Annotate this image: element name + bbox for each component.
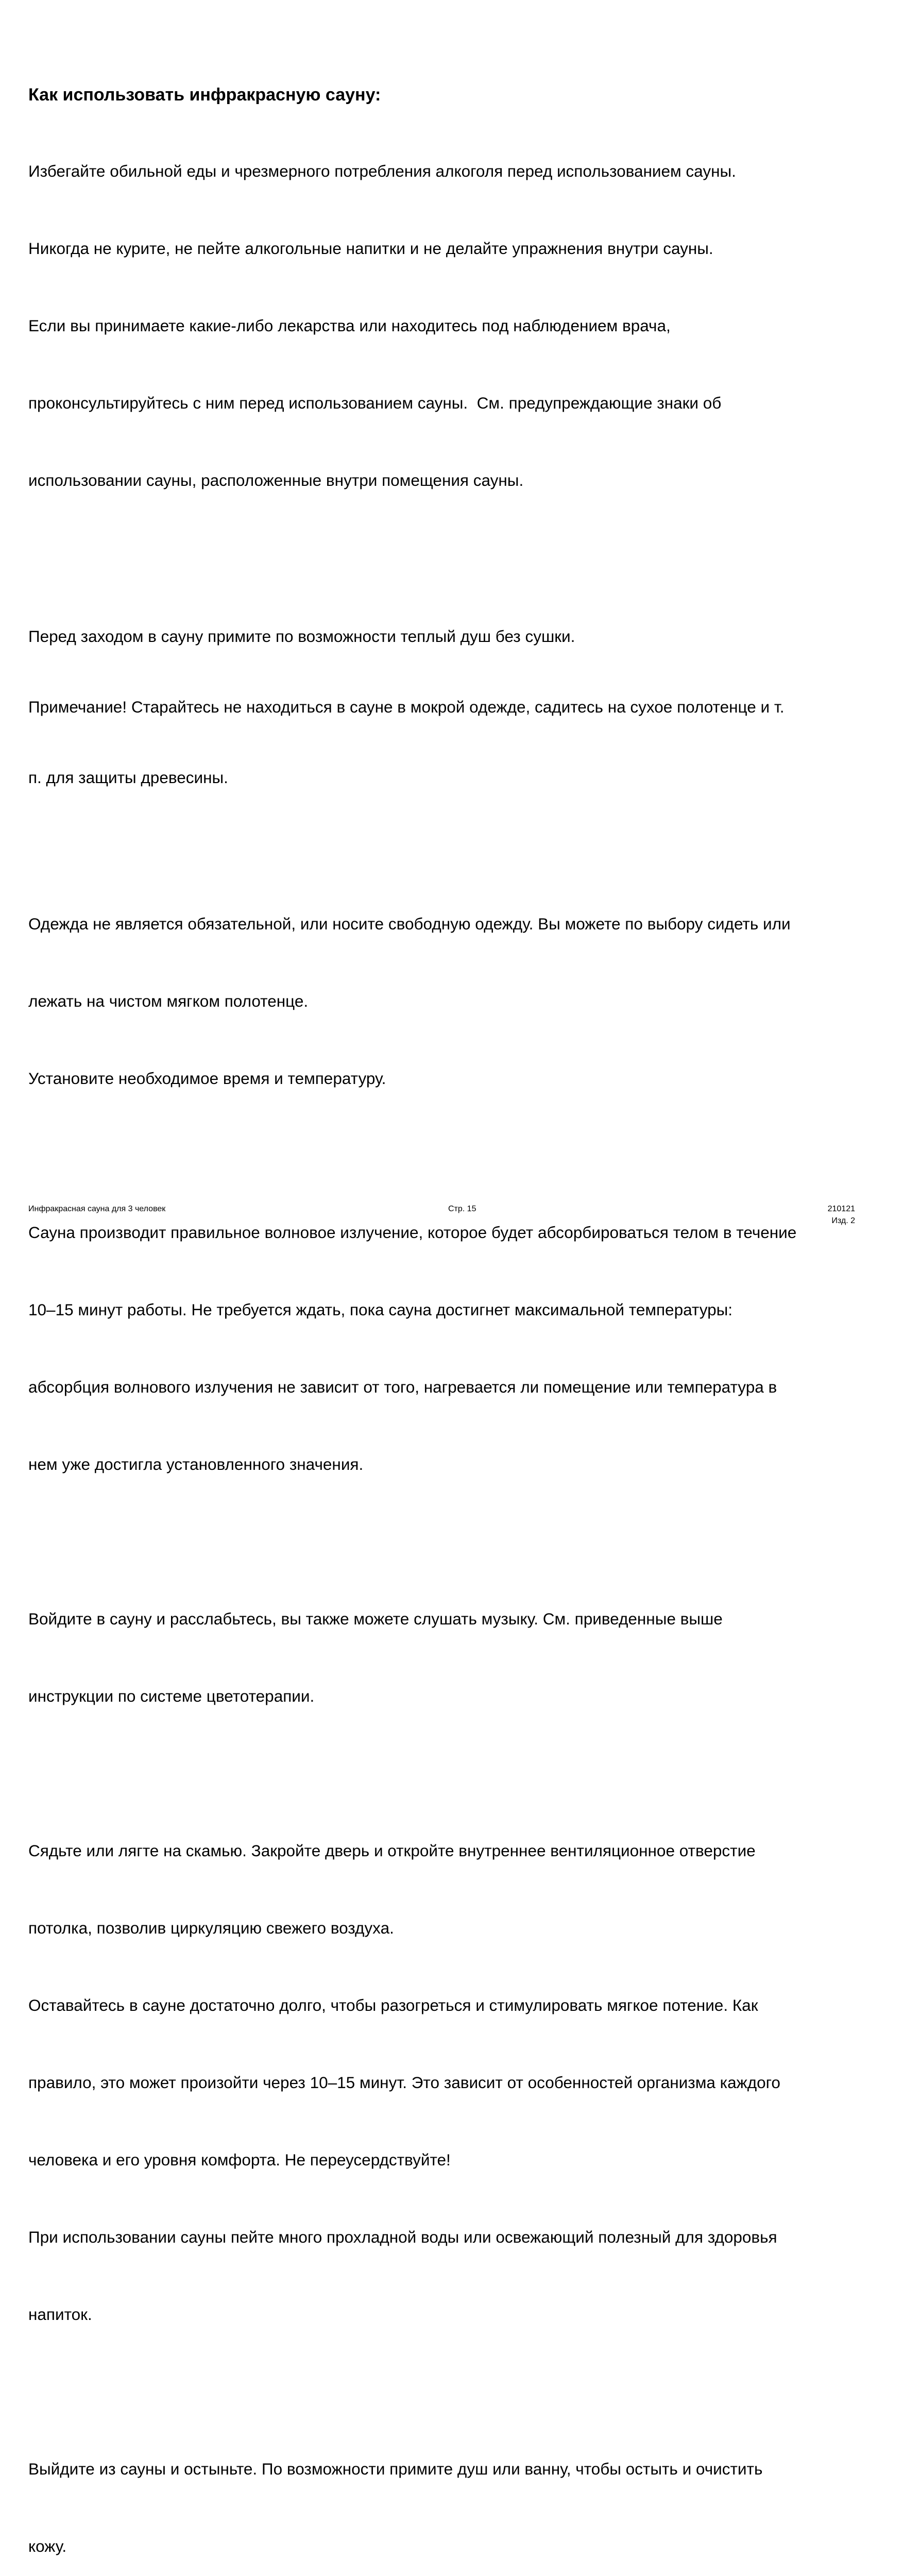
- text-line: Избегайте обильной еды и чрезмерного потребления алкоголя перед использованием сауны.: [28, 162, 736, 180]
- text-line: абсорбция волнового излучения не зависит от того, нагревается ли помещение или температура в: [28, 1378, 777, 1396]
- text-line: правило, это может произойти через 10–15 минут. Это зависит от особенностей организма каждого: [28, 2073, 780, 2092]
- text-line: п. для защиты древесины.: [28, 768, 228, 787]
- text-line: проконсультируйтесь с ним перед использованием сауны. См. предупреждающие знаки об: [28, 394, 722, 412]
- paragraph-radiation: [28, 1168, 904, 1529]
- footer-document-code: 210121: [827, 1205, 855, 1213]
- text-line: лежать на чистом мягком полотенце.: [28, 992, 309, 1010]
- text-line: Сауна производит правильное волновое излучение, которое будет абсорбироваться телом в течение: [28, 1223, 797, 1242]
- paragraph-preparation: [28, 107, 904, 545]
- text-line: 10–15 минут работы. Не требуется ждать, пока сауна достигнет максимальной температуры:: [28, 1300, 733, 1319]
- text-line: Войдите в сауну и расслабьтесь, вы также можете слушать музыку. См. приведенные выше: [28, 1609, 723, 1628]
- text-line: нем уже достигла установленного значения.: [28, 1455, 364, 1473]
- text-line: Оставайтесь в сауне достаточно долго, чтобы разогреться и стимулировать мягкое потение. Как: [28, 1996, 758, 2014]
- text-line: Примечание! Старайтесь не находиться в сауне в мокрой одежде, садитесь на сухое полотенце и т.: [28, 698, 785, 716]
- text-line: кожу.: [28, 2537, 67, 2555]
- paragraph-clothing: [28, 859, 904, 1143]
- text-line: Сядьте или лягте на скамью. Закройте дверь и откройте внутреннее вентиляционное отверстие: [28, 1841, 756, 1860]
- paragraph-shower: [28, 575, 904, 839]
- text-line: Установите необходимое время и температуру.: [28, 1069, 386, 1088]
- text-line: использовании сауны, расположенные внутри помещения сауны.: [28, 471, 524, 489]
- footer-product-name: Инфракрасная сауна для 3 человек: [28, 1205, 166, 1213]
- text-line: инструкции по системе цветотерапии.: [28, 1687, 315, 1705]
- page-heading: Как использовать инфракрасную сауну:: [28, 85, 381, 105]
- paragraph-relax: [28, 1554, 904, 1760]
- text-line: Перед заходом в сауну примите по возможности теплый душ без сушки.: [28, 627, 575, 646]
- footer-revision: [811, 1203, 855, 1227]
- footer-page-number: Стр. 15: [448, 1205, 476, 1213]
- text-line: При использовании сауны пейте много прохладной воды или освежающий полезный для здоровья: [28, 2228, 777, 2246]
- text-line: Если вы принимаете какие-либо лекарства или находитесь под наблюдением врача,: [28, 316, 671, 335]
- text-line: Никогда не курите, не пейте алкогольные напитки и не делайте упражнения внутри сауны.: [28, 239, 713, 258]
- paragraph-bench: [28, 1786, 904, 2379]
- text-line: человека и его уровня комфорта. Не переусердствуйте!: [28, 2150, 451, 2169]
- text-line: Выйдите из сауны и остыньте. По возможности примите душ или ванну, чтобы остыть и очистить: [28, 2460, 763, 2478]
- page-content: [28, 84, 904, 2576]
- text-line: потолка, позволив циркуляцию свежего воздуха.: [28, 1919, 394, 1937]
- text-line: напиток.: [28, 2305, 92, 2324]
- footer-edition: Изд. 2: [831, 1216, 855, 1225]
- text-line: Одежда не является обязательной, или носите свободную одежду. Вы можете по выбору сидеть или: [28, 914, 791, 933]
- paragraph-cooldown: [28, 2404, 904, 2576]
